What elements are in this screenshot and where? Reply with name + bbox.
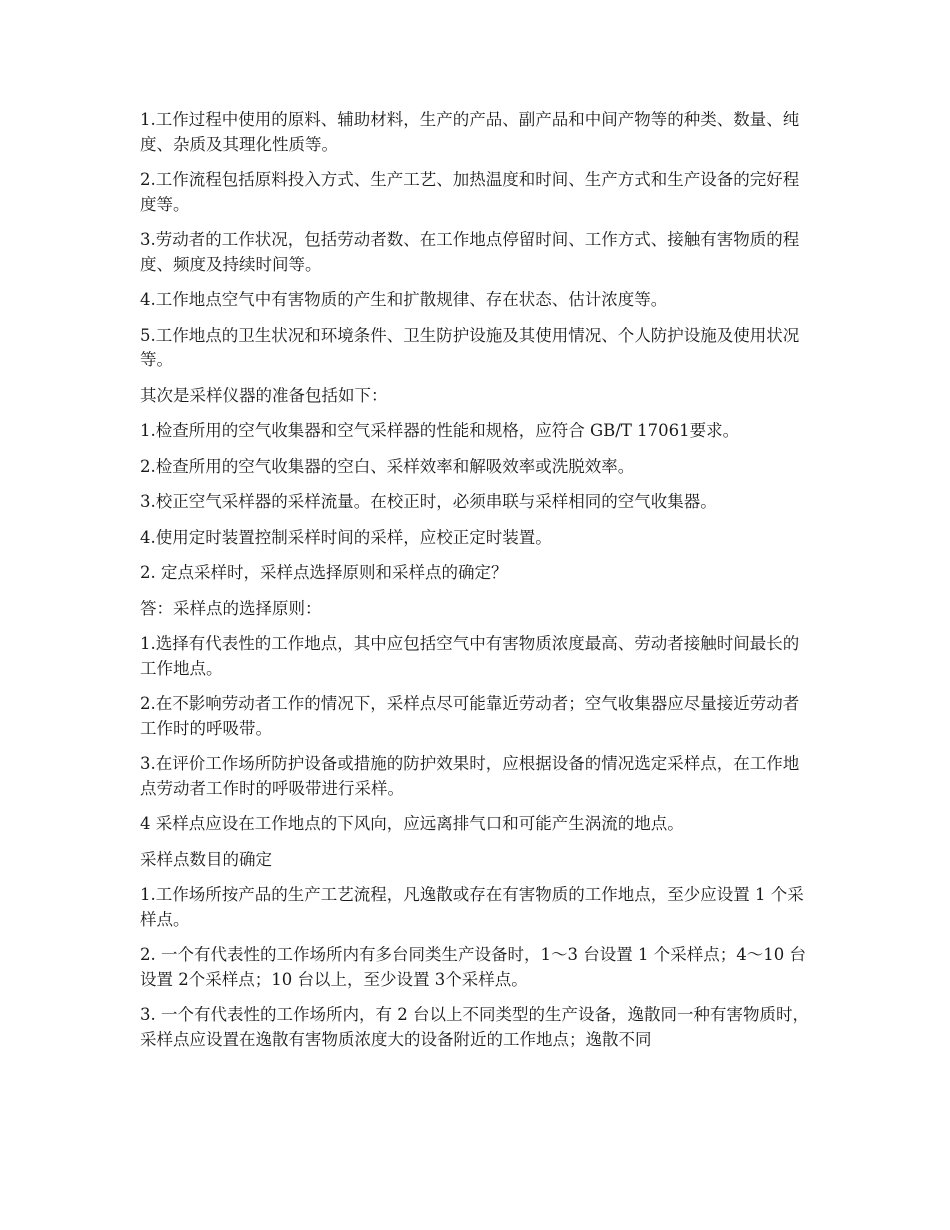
paragraph: 5.工作地点的卫生状况和环境条件、卫生防护设施及其使用情况、个人防护设施及使用状况等。 (140, 325, 800, 369)
answer-intro: 答：采样点的选择原则： (140, 598, 322, 618)
paragraph: 3.校正空气采样器的采样流量。在校正时，必须串联与采样相同的空气收集器。 (140, 492, 717, 511)
section-heading: 采样点数目的确定 (140, 849, 272, 869)
section-intro: 其次是采样仪器的准备包括如下： (140, 385, 388, 405)
paragraph: 3.在评价工作场所防护设备或措施的防护效果时，应根据设备的情况选定采样点，在工作地点劳动者工作时的呼吸带进行采样。 (140, 754, 800, 798)
paragraph: 2.在不影响劳动者工作的情况下，采样点尽可能靠近劳动者；空气收集器应尽量接近劳动者工作时的呼吸带。 (140, 694, 800, 738)
question-heading: 2. 定点采样时，采样点选择原则和采样点的确定？ (140, 563, 508, 582)
paragraph: 2.检查所用的空气收集器的空白、采样效率和解吸效率或洗脱效率。 (140, 456, 635, 476)
document-page (140, 108, 810, 1063)
paragraph: 4.使用定时装置控制采样时间的采样，应校正定时装置。 (140, 527, 552, 547)
paragraph: 1.检查所用的空气收集器和空气采样器的性能和规格，应符合 GB/T 17061要求。 (140, 421, 740, 440)
paragraph: 4.工作地点空气中有害物质的产生和扩散规律、存在状态、估计浓度等。 (140, 290, 668, 309)
paragraph: 4 采样点应设在工作地点的下风向，应远离排气口和可能产生涡流的地点。 (140, 814, 684, 833)
paragraph: 2. 一个有代表性的工作场所内有多台同类生产设备时，1～3 台设置 1 个采样点；4～10 台设置 2个采样点；10 台以上，至少设置 3个采样点。 (140, 945, 806, 989)
paragraph: 1.工作过程中使用的原料、辅助材料，生产的产品、副产品和中间产物等的种类、数量、纯度、杂质及其理化性质等。 (140, 110, 800, 154)
paragraph: 1.选择有代表性的工作地点，其中应包括空气中有害物质浓度最高、劳动者接触时间最长的工作地点。 (140, 634, 800, 678)
paragraph: 2.工作流程包括原料投入方式、生产工艺、加热温度和时间、生产方式和生产设备的完好程度等。 (140, 170, 800, 214)
paragraph: 3.劳动者的工作状况，包括劳动者数、在工作地点停留时间、工作方式、接触有害物质的程度、频度及持续时间等。 (140, 230, 800, 274)
paragraph: 3. 一个有代表性的工作场所内，有 2 台以上不同类型的生产设备，逸散同一种有害物质时，采样点应设置在逸散有害物质浓度大的设备附近的工作地点；逸散不同 (140, 1005, 809, 1049)
paragraph: 1.工作场所按产品的生产工艺流程，凡逸散或存在有害物质的工作地点，至少应设置 1 个采样点。 (140, 885, 804, 929)
